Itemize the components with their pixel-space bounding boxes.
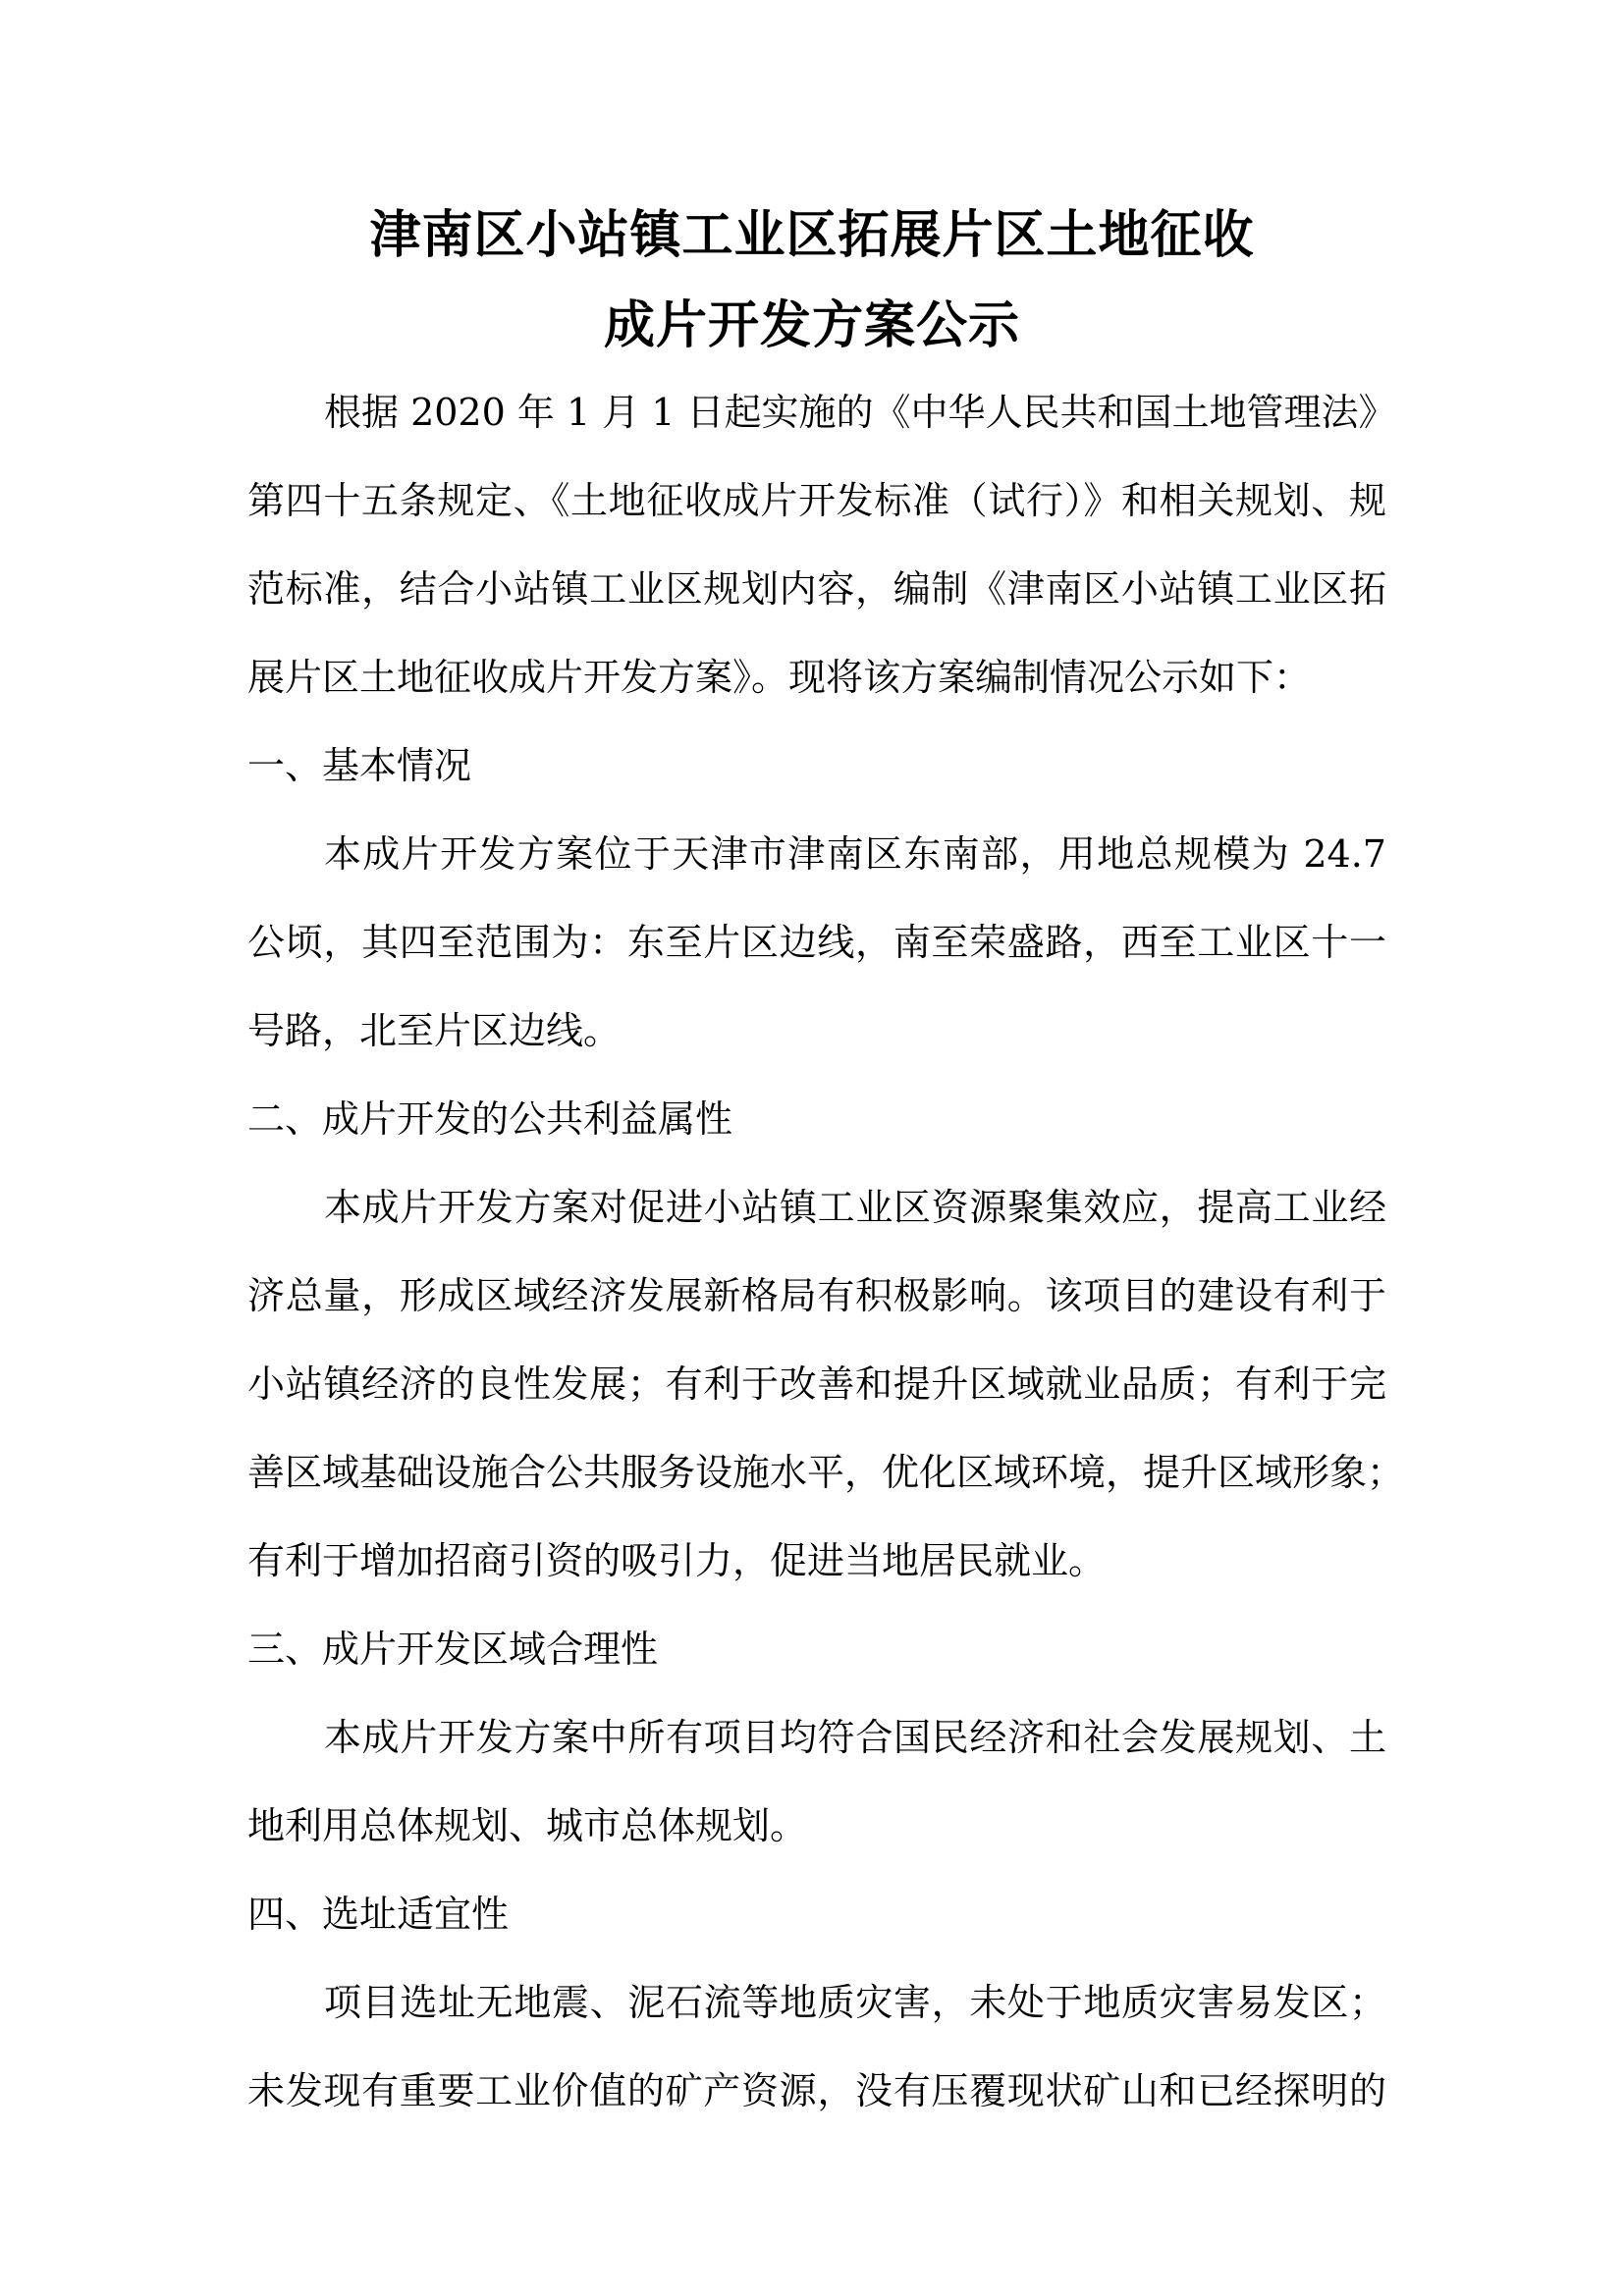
- paragraph-line: 展片区土地征收成片开发方案》。现将该方案编制情况公示如下：: [247, 656, 1312, 699]
- document-title-line-1: 津南区小站镇工业区拓展片区土地征收: [369, 206, 1255, 265]
- paragraph-line: 小站镇经济的良性发展；有利于改善和提升区域就业品质；有利于完: [247, 1362, 1386, 1406]
- paragraph-line: 公顷，其四至范围为：东至片区边线，南至荣盛路，西至工业区十一: [247, 921, 1386, 964]
- paragraph-line: 本成片开发方案位于天津市津南区东南部，用地总规模为 24.7: [324, 832, 1386, 876]
- paragraph-line: 善区域基础设施合公共服务设施水平，优化区域环境，提升区域形象；: [247, 1451, 1405, 1494]
- section-heading: 三、成片开发区域合理性: [247, 1628, 659, 1671]
- paragraph-line: 本成片开发方案中所有项目均符合国民经济和社会发展规划、土: [324, 1716, 1386, 1759]
- paragraph-line: 本成片开发方案对促进小站镇工业区资源聚集效应，提高工业经: [324, 1186, 1386, 1229]
- paragraph-line: 号路，北至片区边线。: [247, 1009, 622, 1052]
- document-title-line-2: 成片开发方案公示: [603, 296, 1020, 355]
- section-heading: 一、基本情况: [247, 744, 472, 787]
- paragraph-line: 第四十五条规定、《土地征收成片开发标准（试行）》和相关规划、规: [247, 479, 1386, 522]
- paragraph-line: 地利用总体规划、城市总体规划。: [247, 1804, 808, 1847]
- section-heading: 二、成片开发的公共利益属性: [247, 1097, 733, 1141]
- paragraph-line: 济总量，形成区域经济发展新格局有积极影响。该项目的建设有利于: [247, 1274, 1386, 1317]
- paragraph-line: 未发现有重要工业价值的矿产资源，没有压覆现状矿山和已经探明的: [247, 2069, 1386, 2112]
- section-heading: 四、选址适宜性: [247, 1893, 510, 1936]
- paragraph-line: 范标准，结合小站镇工业区规划内容，编制《津南区小站镇工业区拓: [247, 567, 1386, 611]
- paragraph-line: 项目选址无地震、泥石流等地质灾害，未处于地质灾害易发区；: [324, 1981, 1386, 2024]
- paragraph-line: 根据 2020 年 1 月 1 日起实施的《中华人民共和国土地管理法》: [324, 391, 1396, 434]
- paragraph-line: 有利于增加招商引资的吸引力，促进当地居民就业。: [247, 1539, 1107, 1582]
